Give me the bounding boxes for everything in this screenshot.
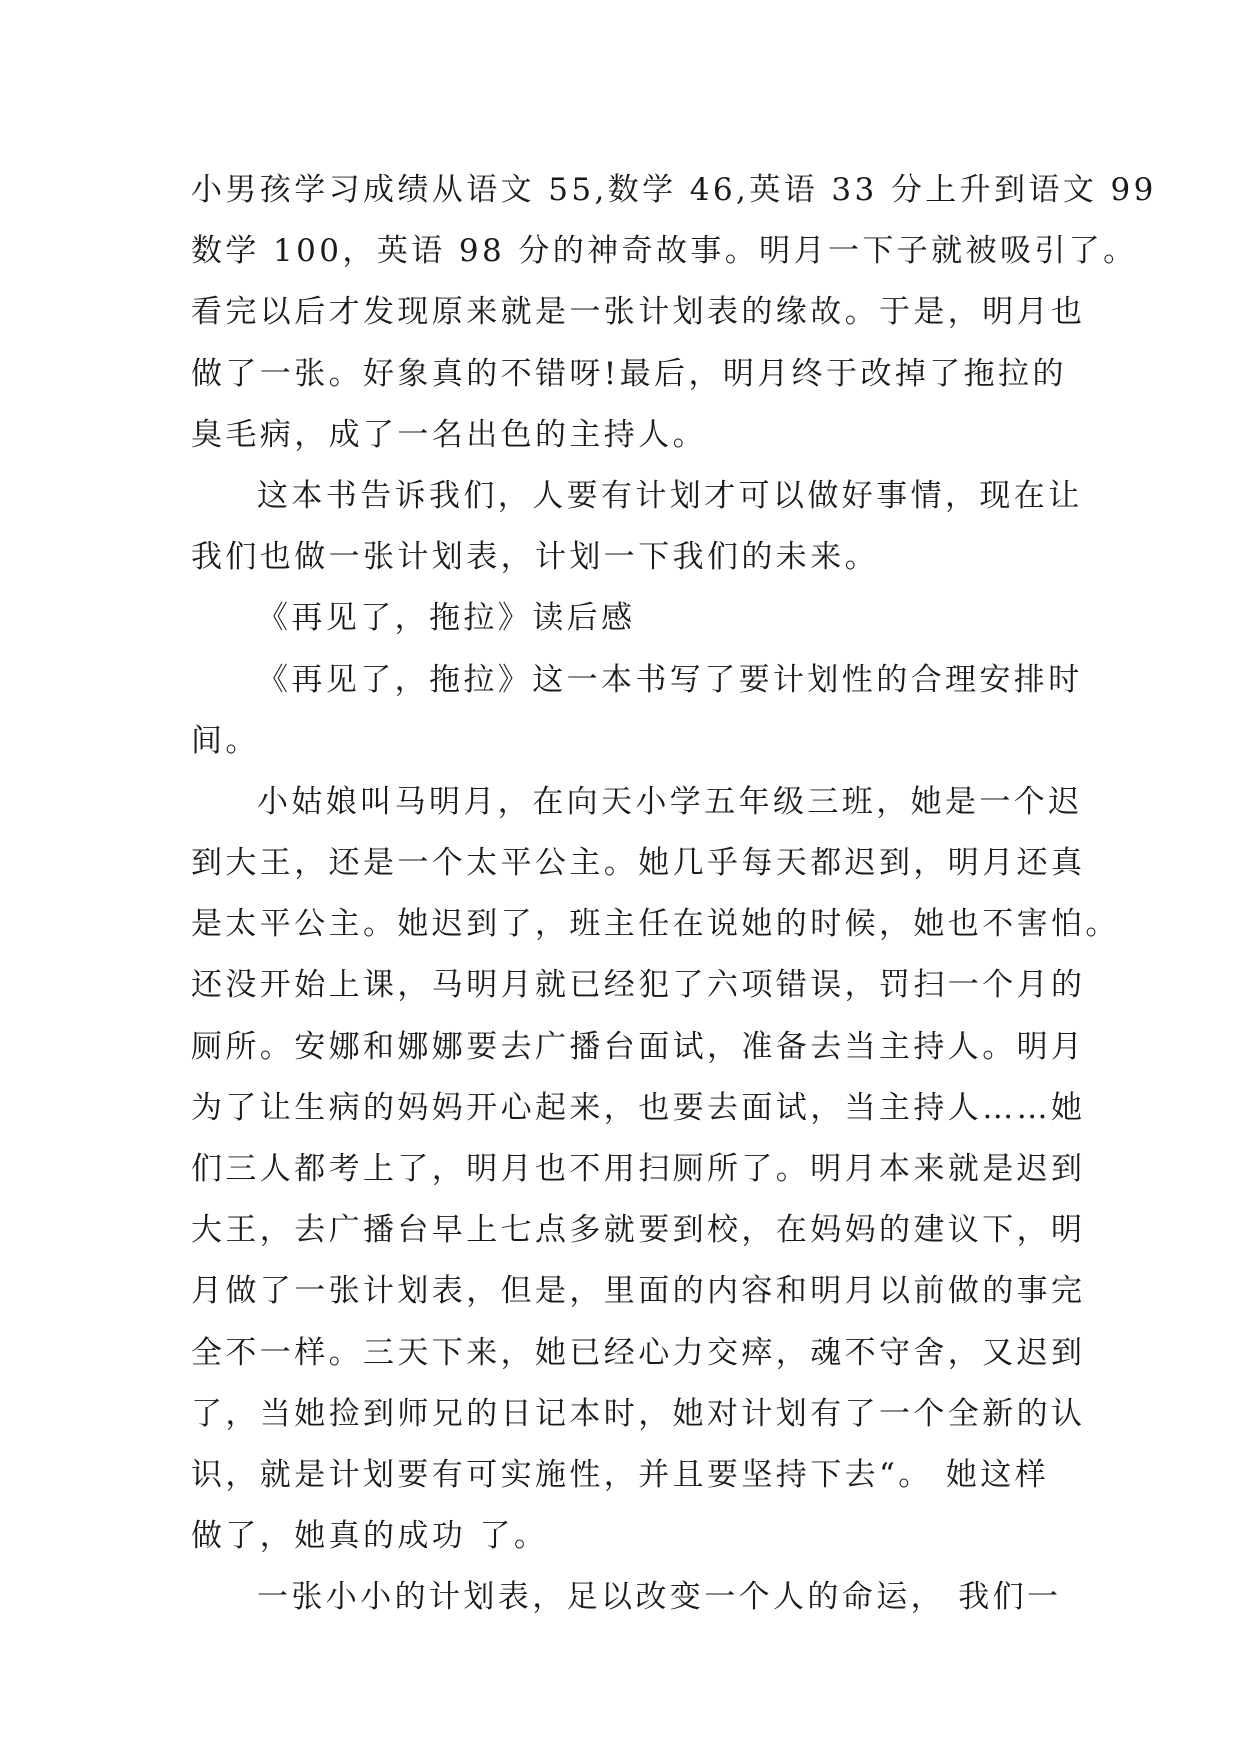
- text-line: 间。: [191, 722, 260, 759]
- text-line: 小男孩学习成绩从语文 55,数学 46,英语 33 分上升到语文 99: [191, 172, 1157, 208]
- text-line: 做了一张。好象真的不错呀!最后，明月终于改掉了拖拉的: [191, 355, 1067, 392]
- text-line: 还没开始上课，马明月就已经犯了六项错误，罚扫一个月的: [191, 967, 1086, 1004]
- paragraph-start-line: 这本书告诉我们，人要有计划才可以做好事情，现在让: [257, 477, 1083, 514]
- paragraph-start-line: 小姑娘叫马明月，在向天小学五年级三班，她是一个迟: [257, 783, 1083, 820]
- paragraph-start-line: 一张小小的计划表，足以改变一个人的命运， 我们一: [257, 1579, 1062, 1616]
- text-line: 识，就是计划要有可实施性，并且要坚持下去“。 她这样: [191, 1456, 1050, 1493]
- text-line: 大王，去广播台早上七点多就要到校，在妈妈的建议下，明: [191, 1212, 1086, 1249]
- text-line: 做了，她真的成功 了。: [191, 1518, 549, 1555]
- text-line: 到大王，还是一个太平公主。她几乎每天都迟到，明月还真: [191, 845, 1086, 882]
- text-line: 月做了一张计划表，但是，里面的内容和明月以前做的事完: [191, 1273, 1086, 1310]
- text-line: 数学 100，英语 98 分的神奇故事。明月一下子就被吸引了。: [191, 233, 1138, 270]
- text-line: 厕所。安娜和娜娜要去广播台面试，准备去当主持人。明月: [191, 1028, 1086, 1065]
- section-title: 《再见了，拖拉》读后感: [257, 600, 636, 637]
- text-line: 们三人都考上了，明月也不用扫厕所了。明月本来就是迟到: [191, 1151, 1086, 1187]
- text-line: 全不一样。三天下来，她已经心力交瘁，魂不守舍，又迟到: [191, 1334, 1086, 1371]
- text-line: 了，当她捡到师兄的日记本时，她对计划有了一个全新的认: [191, 1395, 1086, 1432]
- text-line: 为了让生病的妈妈开心起来，也要去面试，当主持人……她: [191, 1089, 1086, 1126]
- text-line: 看完以后才发现原来就是一张计划表的缘故。于是，明月也: [191, 294, 1086, 331]
- body-text: [191, 160, 1157, 1629]
- paragraph-start-line: 《再见了，拖拉》这一本书写了要计划性的合理安排时: [257, 661, 1083, 698]
- text-line: 我们也做一张计划表，计划一下我们的未来。: [191, 539, 879, 576]
- text-line: 是太平公主。她迟到了，班主任在说她的时候，她也不害怕。: [191, 906, 1120, 943]
- text-line: 臭毛病，成了一名出色的主持人。: [191, 416, 707, 453]
